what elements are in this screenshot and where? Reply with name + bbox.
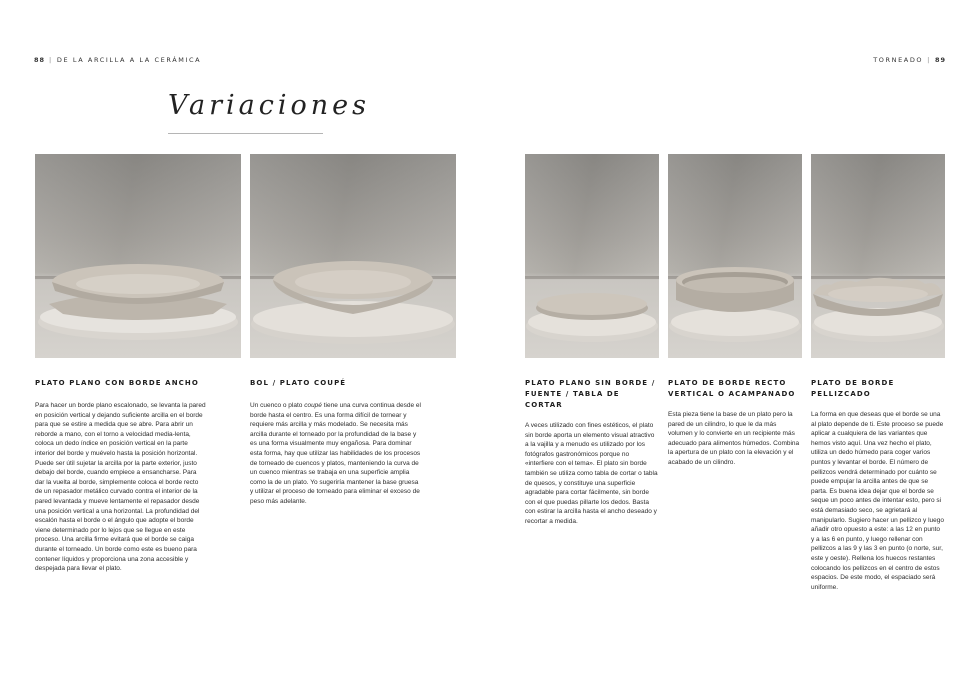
pinched-rim-plate-photo bbox=[811, 154, 945, 358]
variation-coupe-bowl bbox=[250, 378, 422, 507]
variation-body: La forma en que deseas que el borde se una al plato depende de ti. Este proceso se puede aplicar a cualquiera de las variantes que hemos visto aquí. Una vez hecho el plato, utiliza un dedo húmedo para coger varios puntos y levantar el borde. El número de pellizcos vendrá determinado por cuánto se puede empujar la arcilla antes de que se parta. Es buena idea dejar que el borde se seque un poco antes de intentar esto, pero si está demasiado seco, se agrietará al manipularlo. Sugiero hacer un pellizco y luego añadir otro opuesto a este: a las 12 en punto y a las 6 en punto, y luego rellenar con pellizcos a las 9 y las 3 en punto (o norte, sur, este y oeste). Rellena los huecos restantes colocando los pellizcos en el centro de estos espacios. De este modo, el espaciado será uniforme. bbox=[811, 411, 944, 591]
variation-body-end: tiene una curva continua desde el borde hasta el centro. Es una forma difícil de tornear y requiere más arcilla y más modelado. Se necesita más arcilla durante el torneado por la profundidad de la base y es una forma visualmente muy engañosa. Para dominar esta forma, hay que utilizar las habilidades de los procesos de torneado de cuencos y platos, manteniendo la curva de un cuenco mientras se trabaja en una superficie amplia como la de un plato. Yo sugeriría mantener la base gruesa y utilizar el proceso de torneado para eliminar el exceso de peso más adelante. bbox=[250, 402, 421, 505]
title-divider bbox=[168, 133, 323, 134]
variation-body: Para hacer un borde plano escalonado, se levanta la pared en posición vertical y dejando suficiente arcilla en el borde para que se estire a medida que se abre. Para abrir un reborde a mano, con el torno a velocidad media-lenta, coloca un dedo índice en posición vertical en la parte interior del borde y muévelo hasta la posición horizontal. Puede ser útil sujetar la arcilla por la parte exterior, justo debajo del borde, cuando empiece a ensancharse. Para dar la vuelta al borde, simplemente coloca el borde recto de un repasador metálico curvado contra el interior de la pared levantada y mueve lentamente el repasador desde una posición vertical a una horizontal. La profundidad del escalón hasta el borde o el ángulo que adopte el borde viene determinado por lo lejos que se llegue en este proceso. Una arcilla firme evitará que el borde se caiga durante el torneado. Un borde como este es bueno para contener líquidos y proporciona una zona accesible y despejada para llevar el plato. bbox=[35, 402, 206, 573]
running-head-left: 88 | DE LA ARCILLA A LA CERÁMICA bbox=[34, 56, 202, 64]
variation-heading: PLATO PLANO SIN BORDE / FUENTE / TABLA DE CORTAR bbox=[525, 379, 656, 409]
variation-heading: PLATO PLANO CON BORDE ANCHO bbox=[35, 379, 199, 387]
page-title: Variaciones bbox=[168, 90, 370, 121]
variation-rimless-plate bbox=[525, 378, 659, 527]
variation-heading: PLATO DE BORDE PELLIZCADO bbox=[811, 379, 895, 398]
variation-heading: PLATO DE BORDE RECTO VERTICAL O ACAMPANADO bbox=[668, 379, 796, 398]
variation-pinched-rim-plate bbox=[811, 378, 945, 592]
page-number-left: 88 bbox=[34, 56, 46, 64]
variation-heading: BOL / PLATO COUPÉ bbox=[250, 379, 347, 387]
variation-wide-rim-plate bbox=[35, 378, 207, 574]
variation-body bbox=[250, 401, 422, 507]
wide-rim-plate-photo bbox=[35, 154, 241, 358]
running-head-right: TORNEADO | 89 bbox=[873, 56, 946, 64]
variation-body-start: Un cuenco o plato bbox=[250, 402, 305, 409]
page-number-right: 89 bbox=[934, 56, 946, 64]
variation-body: A veces utilizado con fines estéticos, el plato sin borde aporta un elemento visual atractivo a la vajilla y a menudo es utilizado por los fotógrafos gastronómicos porque no «interfiere con el tema». El plato sin borde también se utiliza como tabla de cortar o tabla de quesos, y constituye una superficie agradable para cortar fácilmente, sin borde con el que puedas pillarte los dedos. Basta con estirar la arcilla hasta el ancho deseado y recortar a medida. bbox=[525, 422, 658, 525]
section-title-left: DE LA ARCILLA A LA CERÁMICA bbox=[56, 56, 202, 64]
variation-body: Esta pieza tiene la base de un plato pero la pared de un cilindro, lo que le da más volumen y lo convierte en un recipiente más adecuado para alimentos húmedos. Combina la apertura de un plato con la elevación y el acabado de un cilindro. bbox=[668, 411, 800, 466]
variation-straight-rim-plate bbox=[668, 378, 802, 468]
straight-rim-plate-photo bbox=[668, 154, 802, 358]
section-title-right: TORNEADO bbox=[873, 56, 924, 64]
variation-body-italic: coupé bbox=[304, 402, 322, 409]
rimless-flat-plate-photo bbox=[525, 154, 659, 358]
coupe-bowl-photo bbox=[250, 154, 456, 358]
